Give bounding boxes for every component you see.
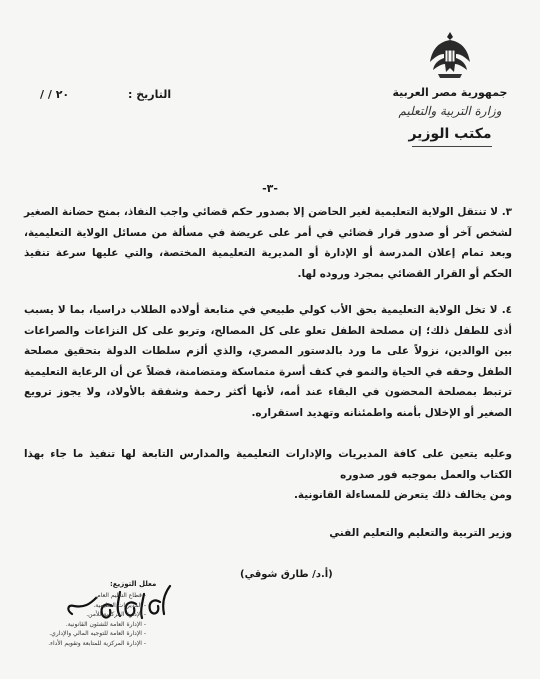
list-item: - الإدارة العامة للشئون القانونية. bbox=[65, 620, 146, 628]
list-item: - الإدارة المركزية للأمن. bbox=[86, 611, 146, 619]
paragraph-warning: ومن يخالف ذلك يتعرض للمساءلة القانونية. bbox=[293, 489, 512, 501]
distribution-title: معلل التوزيع: bbox=[110, 580, 157, 588]
country-name: جمهورية مصر العربية bbox=[392, 86, 508, 99]
eagle-emblem-icon bbox=[428, 28, 472, 80]
page-number: -٣- bbox=[262, 182, 278, 195]
paragraph-directive: وعليه يتعين على كافة المديريات والإدارات التعليمية والمدارس التابعة لها تنفيذ ما جاء بهذا الكتاب والعمل بموجبه فور صدوره bbox=[24, 448, 512, 481]
date-label: التاريخ : bbox=[128, 88, 172, 101]
paragraph-4: ٤. لا تخل الولاية التعليمية بحق الأب كولي طبيعي في متابعة أولاده الطلاب دراسيا، بما لا يسبب أذى للطفل ذلك؛ إن مصلحة الطفل تعلو على كل المصالح، وتربو على كل النزاعات والصراعات بين الوالدين، نزولاً على ما ورد بالدستور المصري، والذي ألزم سلطات الدولة بتحقيق مصلحة الطفل وحقه في الحياة والنمو في كنف أسرة متماسكة ومتضامنة، فضلاً عن أن الرعاية التعليمية ترتبط بمصلحة المحضون في البقاء عند أمه، لأنها أكثر رحمة وشفقة بالأولاد، ولا يجوز ترويع الصغير أو الإخلال بأمنه واطمئنانه وتهديد استقراره. bbox=[24, 304, 512, 419]
date-value: / / ٢٠ bbox=[40, 88, 70, 101]
list-item: - المديريات التعليمية. bbox=[93, 601, 146, 609]
office-name: مكتب الوزير bbox=[408, 126, 492, 142]
ministry-name: وزارة التربية والتعليم bbox=[398, 104, 502, 118]
list-item: - الإدارة العامة للتوجيه المالي والإداري. bbox=[49, 630, 146, 638]
list-item: - الإدارة المركزية للمتابعة وتقويم الأداء. bbox=[48, 639, 146, 647]
signatory-title: وزير التربية والتعليم والتعليم الفني bbox=[329, 527, 512, 539]
list-item: - قطاع التعليم العام. bbox=[95, 592, 146, 599]
signatory-name: (أ.د/ طارق شوقي) bbox=[240, 569, 333, 580]
distribution-list bbox=[26, 591, 146, 649]
paragraph-3: ٣. لا تنتقل الولاية التعليمية لغير الحاضن إلا بصدور حكم قضائي واجب النفاذ، بمنح حضانة الصغير لشخص آخر أو صدور قرار قضائي في أمر على عريضة في مسألة من مسائل الولاية التعليمية، وبعد تمام إعلان المدرسة أو الإدارة أو المديرية التعليمية المختصة، والتي عليها سرعة تنفيذ الحكم أو القرار القضائي بمجرد وروده لها. bbox=[24, 206, 512, 280]
office-underline bbox=[412, 146, 492, 147]
